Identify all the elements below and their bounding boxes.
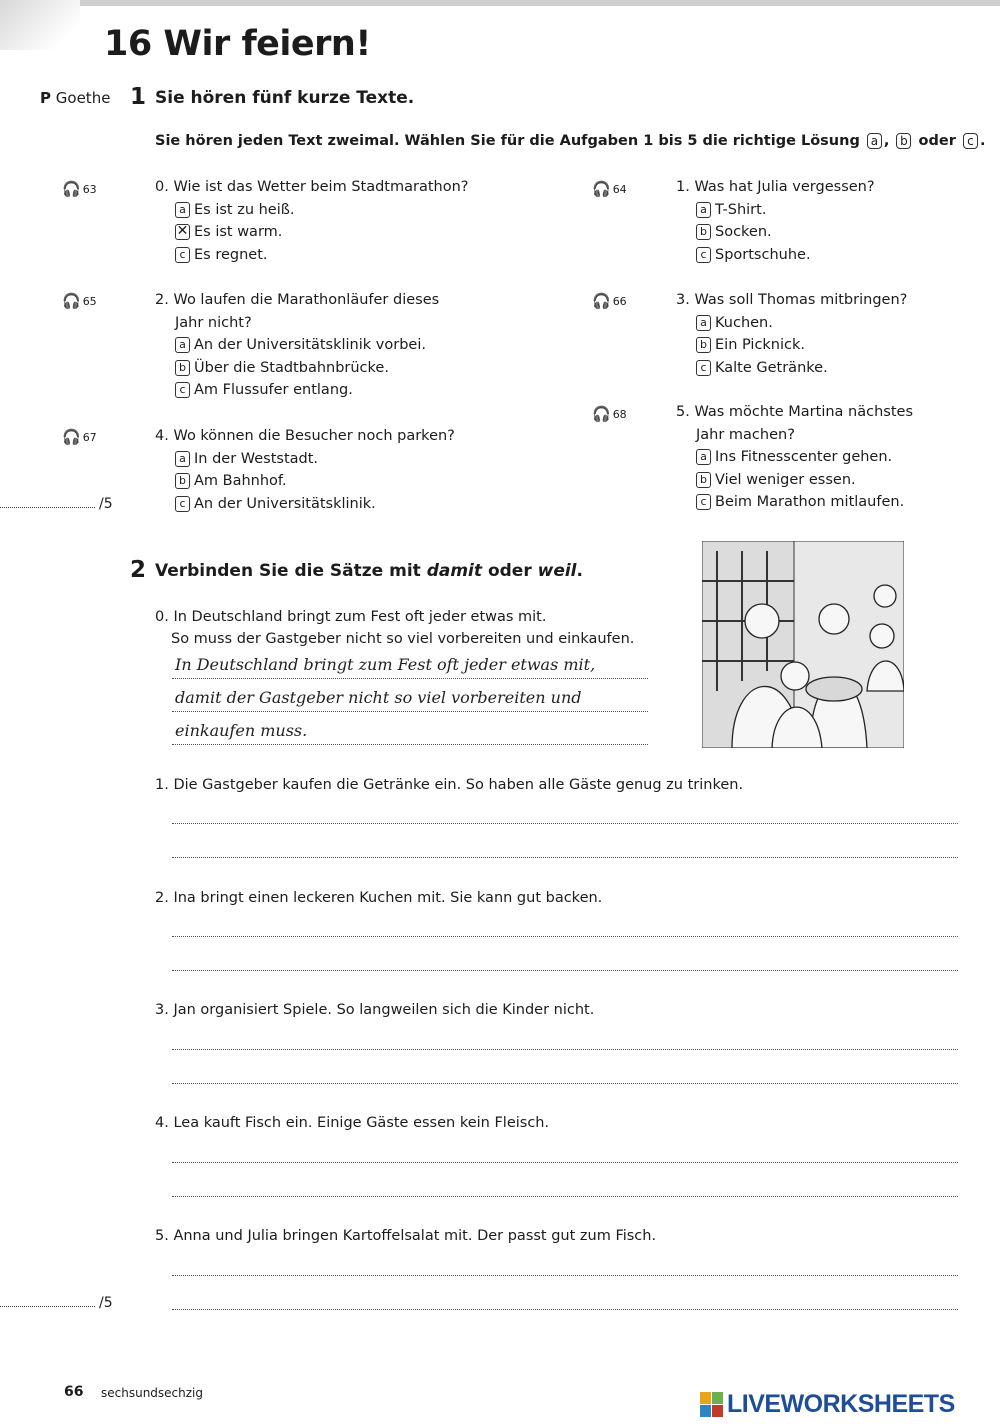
instruction-text: Sie hören jeden Text zweimal. Wählen Sie für die Aufgaben 1 bis 5 die richtige Lösung: [155, 133, 860, 149]
exam-tag-prefix: P: [40, 89, 51, 107]
answer-line[interactable]: [172, 936, 958, 937]
option-c[interactable]: c An der Universitätsklinik.: [155, 493, 455, 516]
option-b[interactable]: b Ein Picknick.: [676, 334, 907, 357]
page-number-word: sechsundsechzig: [101, 1386, 204, 1400]
option-a[interactable]: a An der Universitätsklinik vorbei.: [155, 334, 439, 357]
page-number: 66: [64, 1384, 84, 1400]
option-c[interactable]: c Kalte Getränke.: [676, 357, 907, 380]
example-answer-line-1: In Deutschland bringt zum Fest oft jeder etwas mit,: [175, 655, 596, 674]
audio-track-67[interactable]: [62, 428, 97, 446]
option-b[interactable]: b Am Bahnhof.: [155, 470, 455, 493]
scan-corner-shade: [0, 0, 80, 50]
answer-line[interactable]: [172, 1162, 958, 1163]
question-2: [155, 289, 439, 402]
instruction-period: .: [979, 133, 986, 149]
option-c[interactable]: c Beim Marathon mitlaufen.: [676, 491, 913, 514]
item-1: 1. Die Gastgeber kaufen die Getränke ein. So haben alle Gäste genug zu trinken.: [155, 777, 744, 793]
question-text-cont: Jahr nicht?: [175, 314, 252, 331]
item-4: 4. Lea kauft Fisch ein. Einige Gäste essen kein Fleisch.: [155, 1115, 550, 1131]
track-number: 67: [82, 430, 97, 444]
answer-line[interactable]: [172, 1049, 958, 1050]
audio-track-64[interactable]: [592, 180, 627, 198]
answer-line[interactable]: [172, 1309, 958, 1310]
question-0: [155, 176, 468, 266]
question-5: [676, 401, 913, 514]
answer-line[interactable]: [172, 1275, 958, 1276]
question-text: 2. Wo laufen die Marathonläufer dieses: [155, 292, 440, 308]
track-number: 68: [612, 407, 627, 421]
section-1-title: Sie hören fünf kurze Texte.: [155, 88, 415, 108]
section-1-number: 1: [130, 84, 147, 110]
page-title: 16 Wir feiern!: [104, 24, 371, 64]
question-text: 3. Was soll Thomas mitbringen?: [676, 292, 908, 308]
item-3: 3. Jan organisiert Spiele. So langweilen sich die Kinder nicht.: [155, 1002, 595, 1018]
headphones-icon: 🎧: [592, 180, 611, 198]
score-dotted-line: [0, 1306, 95, 1307]
item-2: 2. Ina bringt einen leckeren Kuchen mit. Sie kann gut backen.: [155, 890, 603, 906]
section-2-score[interactable]: /5: [0, 1295, 113, 1311]
item-5: 5. Anna und Julia bringen Kartoffelsalat mit. Der passt gut zum Fisch.: [155, 1228, 657, 1244]
option-a[interactable]: a In der Weststadt.: [155, 448, 455, 471]
audio-track-65[interactable]: [62, 292, 97, 310]
option-b-checked[interactable]: ✕ Es ist warm.: [155, 221, 468, 244]
exam-tag-label: Goethe: [55, 89, 111, 107]
checked-box-icon: [175, 224, 190, 240]
audio-track-66[interactable]: [592, 292, 627, 310]
option-b[interactable]: b Über die Stadtbahnbrücke.: [155, 357, 439, 380]
answer-line[interactable]: [172, 1196, 958, 1197]
question-4: [155, 425, 455, 515]
section-1-score[interactable]: /5: [0, 496, 113, 512]
letter-b-box: b: [896, 133, 911, 149]
question-text: 5. Was möchte Martina nächstes: [676, 404, 913, 420]
question-text: 1. Was hat Julia vergessen?: [676, 179, 875, 195]
headphones-icon: 🎧: [62, 292, 81, 310]
answer-line[interactable]: [172, 823, 958, 824]
question-text-cont: Jahr machen?: [696, 426, 795, 443]
option-b[interactable]: b Socken.: [676, 221, 875, 244]
headphones-icon: 🎧: [62, 428, 81, 446]
audio-track-63[interactable]: [62, 180, 97, 198]
headphones-icon: 🎧: [592, 292, 611, 310]
option-b[interactable]: b Viel weniger essen.: [676, 469, 913, 492]
brand-icon: [700, 1392, 724, 1418]
question-text: 0. Wie ist das Wetter beim Stadtmarathon?: [155, 179, 469, 195]
option-a[interactable]: a Kuchen.: [676, 312, 907, 335]
track-number: 63: [82, 182, 97, 196]
audio-track-68[interactable]: [592, 405, 627, 423]
option-a[interactable]: a Ins Fitnesscenter gehen.: [676, 446, 913, 469]
option-a[interactable]: a T-Shirt.: [676, 199, 875, 222]
answer-line[interactable]: [172, 1083, 958, 1084]
question-1: [676, 176, 875, 266]
instruction-or: oder: [918, 133, 956, 149]
example-answer-line-2: damit der Gastgeber nicht so viel vorbereiten und: [175, 688, 582, 707]
option-c[interactable]: c Sportschuhe.: [676, 244, 875, 267]
answer-line: [172, 711, 648, 712]
example-answer-line-3: einkaufen muss.: [175, 721, 308, 740]
instruction-comma: ,: [883, 133, 890, 149]
question-text: 4. Wo können die Besucher noch parken?: [155, 428, 455, 444]
brand-logo[interactable]: [700, 1390, 955, 1419]
example-prompt: 0. In Deutschland bringt zum Fest oft jeder etwas mit. So muss der Gastgeber nicht so viel vorbereiten und einkaufen.: [155, 609, 635, 647]
answer-line[interactable]: [172, 857, 958, 858]
question-3: [676, 289, 907, 379]
section-1-instruction: [155, 133, 985, 149]
page-top-edge: [0, 0, 1000, 6]
headphones-icon: 🎧: [62, 180, 81, 198]
headphones-icon: 🎧: [592, 405, 611, 423]
option-a[interactable]: a Es ist zu heiß.: [155, 199, 468, 222]
section-2-number: 2: [130, 557, 147, 583]
answer-line: [172, 744, 648, 745]
answer-line[interactable]: [172, 970, 958, 971]
track-number: 65: [82, 294, 97, 308]
score-dotted-line: [0, 507, 95, 508]
option-c[interactable]: c Es regnet.: [155, 244, 468, 267]
answer-line: [172, 678, 648, 679]
track-number: 66: [612, 294, 627, 308]
section-2-title: Verbinden Sie die Sätze mit damit oder weil.: [155, 561, 583, 581]
letter-c-box: c: [963, 133, 978, 149]
letter-a-box: a: [867, 133, 882, 149]
track-number: 64: [612, 182, 627, 196]
brand-name: LIVEWORKSHEETS: [727, 1390, 955, 1418]
option-c[interactable]: c Am Flussufer entlang.: [155, 379, 439, 402]
exam-tag: [40, 89, 110, 107]
party-illustration: [702, 541, 904, 748]
